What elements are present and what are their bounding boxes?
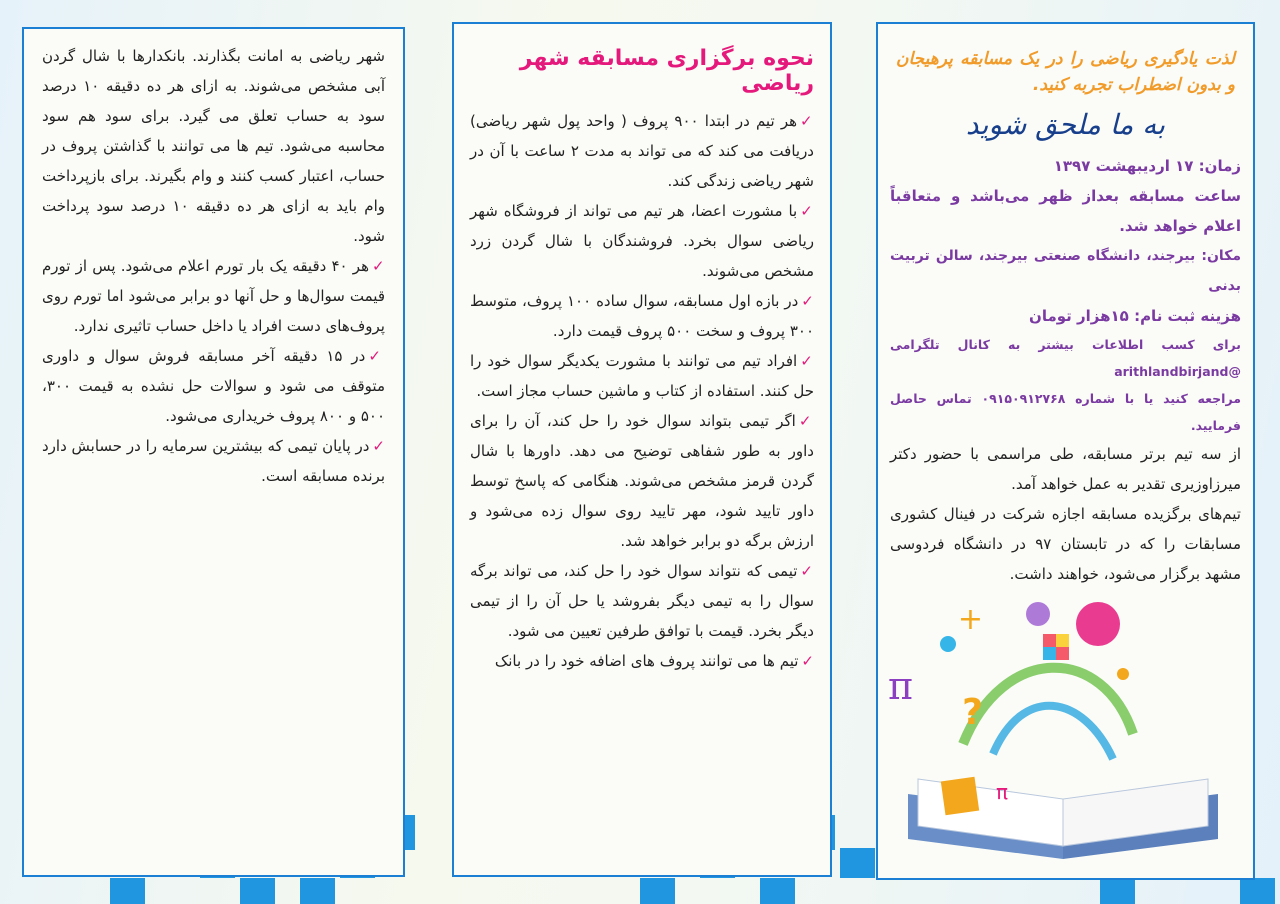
left-paragraph — [42, 341, 385, 431]
middle-paragraph — [470, 556, 814, 646]
check-icon: ✓ — [372, 257, 385, 275]
check-icon: ✓ — [800, 112, 814, 130]
event-time: زمان: ۱۷ اردیبهشت ۱۳۹۷ — [1053, 157, 1241, 175]
middle-panel — [452, 22, 832, 877]
middle-paragraph-text: با مشورت اعضا، هر تیم می تواند از فروشگاه شهر ریاضی سوال بخرد. فروشندگان با شال گردن زرد مشخص می‌شوند. — [470, 202, 814, 280]
plus-symbol-icon: + — [957, 602, 983, 637]
left-paragraph-text: در پایان تیمی که بیشترین سرمایه را در حسابش دارد برنده مسابقه است. — [42, 437, 385, 485]
left-paragraph — [42, 251, 385, 341]
contact-info: مراجعه کنید یا با شماره ۰۹۱۵۰۹۱۲۷۶۸ تماس حاصل فرمایید. — [890, 391, 1241, 433]
swirl-icon-2 — [993, 706, 1113, 759]
event-place: مکان: بیرجند، دانشگاه صنعتی بیرجند، سالن تربیت بدنی — [890, 248, 1241, 294]
final-text: تیم‌های برگزیده مسابقه اجازه شرکت در فینال کشوری مسابقات را که در تابستان ۹۷ در دانشگاه فردوسی مشهد برگزار می‌شود، خواهند داشت. — [890, 505, 1241, 583]
middle-paragraph-text: هر تیم در ابتدا ۹۰۰ پروف ( واحد پول شهر ریاضی) دریافت می کند که می تواند به مدت ۲ ساعت با آن در شهر ریاضی زندگی کند. — [470, 112, 814, 190]
check-icon: ✓ — [800, 562, 814, 580]
check-icon: ✓ — [801, 292, 814, 310]
middle-paragraph — [470, 346, 814, 406]
middle-title: نحوه برگزاری مسابقه شهر ریاضی — [519, 46, 814, 96]
award-text: از سه تیم برتر مسابقه، طی مراسمی با حضور دکتر میرزاوزیری تقدیر به عمل خواهد آمد. — [890, 445, 1241, 493]
check-icon: ✓ — [798, 412, 814, 430]
right-panel — [876, 22, 1255, 880]
dot-icon-2 — [1117, 668, 1129, 680]
slogan: لذت یادگیری ریاضی را در یک مسابقه پرهیجان و بدون اضطراب تجربه کنید. — [896, 49, 1235, 95]
bubble-icon — [1026, 602, 1050, 626]
middle-paragraph — [470, 286, 814, 346]
middle-paragraph-text: اگر تیمی بتواند سوال خود را حل کند، آن را برای داور به طور شفاهی توضیح می دهد. داورها با شال گردن قرمز مشخص می‌شوند. هنگامی که پاسخ توسط داور تایید شود، مهر تایید روی سوال زده می‌شود و ارزش برگه دو برابر خواهد شد. — [470, 412, 814, 550]
dot-icon-1 — [940, 636, 956, 652]
left-paragraph — [42, 431, 385, 491]
registration-fee: هزینه ثبت نام: ۱۵هزار تومان — [1029, 307, 1241, 325]
telegram-info: برای کسب اطلاعات بیشتر به کانال تلگرامی @arithlandbirjand — [890, 337, 1241, 379]
middle-paragraph — [470, 106, 814, 196]
middle-paragraph — [470, 406, 814, 556]
math-book-illustration — [883, 584, 1253, 874]
join-us-heading: به ما ملحق شوید — [965, 108, 1166, 141]
middle-paragraph-text: تیم ها می توانند پروف های اضافه خود را در بانک — [494, 652, 799, 670]
check-icon: ✓ — [368, 347, 385, 365]
check-icon: ✓ — [372, 437, 385, 455]
left-paragraphs — [42, 41, 385, 491]
left-paragraph — [42, 41, 385, 251]
cube-icon — [941, 777, 979, 815]
check-icon: ✓ — [801, 652, 814, 670]
middle-paragraphs — [470, 106, 814, 676]
middle-paragraph-text: در بازه اول مسابقه، سوال ساده ۱۰۰ پروف، متوسط ۳۰۰ پروف و سخت ۵۰۰ پروف قیمت دارد. — [470, 292, 814, 340]
left-paragraph-text: در ۱۵ دقیقه آخر مسابقه فروش سوال و داوری متوقف می شود و سوالات حل نشده به قیمت ۳۰۰، ۵۰۰ و ۸۰۰ پروف خریداری می‌شود. — [42, 347, 385, 425]
middle-paragraph — [470, 646, 814, 676]
middle-paragraph — [470, 196, 814, 286]
left-paragraph-text: هر ۴۰ دقیقه یک بار تورم اعلام می‌شود. پس از تورم قیمت سوال‌ها و حل آنها دو برابر می‌شود اما تورم روی پروف‌های دست افراد یا داخل حساب تاثیری ندارد. — [42, 257, 385, 335]
question-symbol-icon: ? — [962, 692, 983, 733]
pi-symbol-icon: π — [888, 664, 913, 708]
check-icon: ✓ — [800, 202, 814, 220]
sphere-icon — [1076, 602, 1120, 646]
left-panel — [22, 27, 405, 877]
middle-paragraph-text: افراد تیم می توانند با مشورت یکدیگر سوال خود را حل کنند. استفاده از کتاب و ماشین حساب مجاز است. — [470, 352, 814, 400]
middle-paragraph-text: تیمی که نتواند سوال خود را حل کند، می تواند برگه سوال را به تیمی دیگر بفروشد یا حل آن را از تیمی دیگر بخرد. قیمت با توافق طرفین تعیین می شود. — [470, 562, 814, 640]
event-hour: ساعت مسابقه بعداز ظهر می‌باشد و متعاقباً اعلام خواهد شد. — [890, 187, 1241, 235]
pi-symbol-small-icon: π — [995, 780, 1008, 804]
check-icon: ✓ — [800, 352, 814, 370]
left-paragraph-text: شهر ریاضی به امانت بگذارند. بانکدارها با شال گردن آبی مشخص می‌شوند. به ازای هر ده دقیقه ۱۰ درصد سود به حساب تعلق می گیرد. برای سود هم سود محاسبه می‌شود. تیم ها می توانند با گذاشتن پروف در حساب، اعتبار کسب کنند و وام بگیرند. برای بازپرداخت وام باید به ازای هر ده دقیقه ۱۰ درصد سود پرداخت شود. — [42, 47, 385, 245]
